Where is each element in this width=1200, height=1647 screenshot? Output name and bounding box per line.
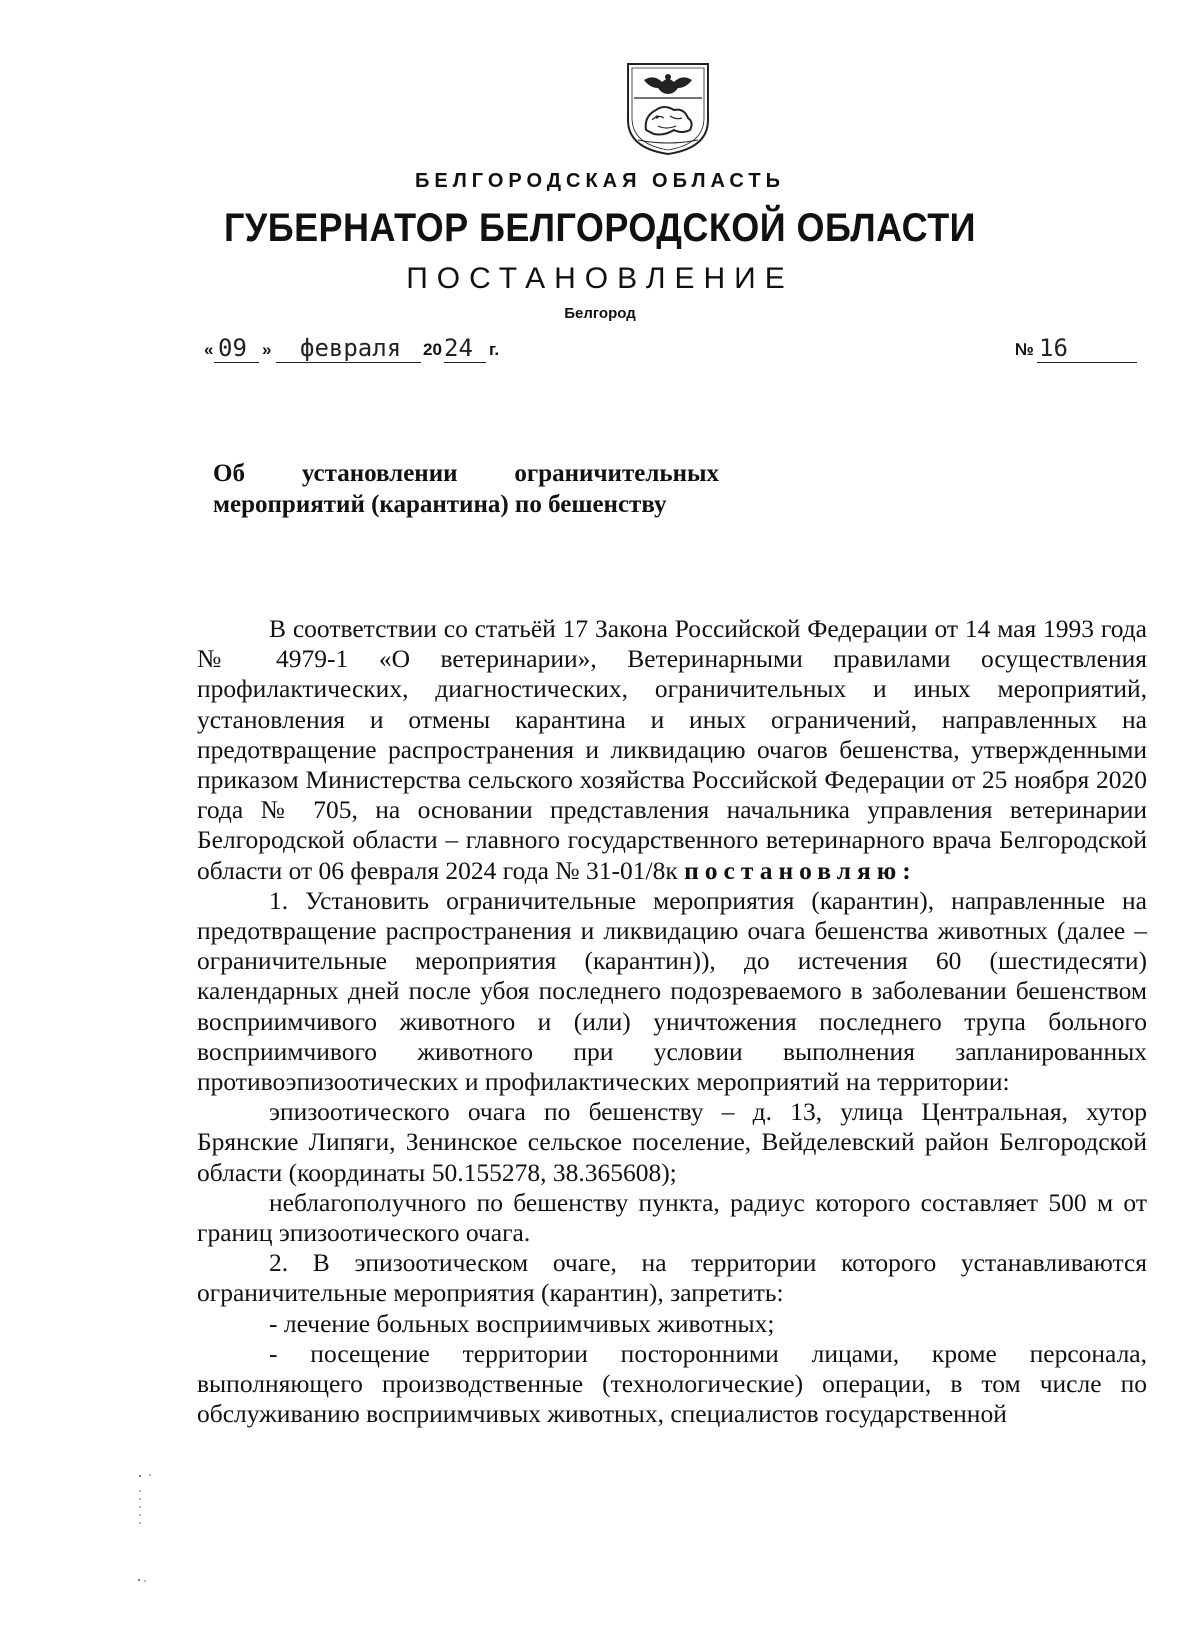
month-underline [276,362,421,363]
number-value: 16 [1039,334,1068,362]
scan-artifacts [130,1470,190,1590]
item-2-sub-a: - лечение больных восприимчивых животных; [269,1308,775,1338]
day-underline [214,362,259,363]
subject-line-2: мероприятий (карантина) по бешенству [213,491,667,518]
date-month: февраля [300,334,402,362]
item-1-sub-a: эпизоотического очага по бешенству – д. 13, улица Центральная, хутор Брянские Липяги, Зенинское сельское поселение, Вейделевский район Белгородской области (координаты 50.155278, 38.365608); [197,1097,1147,1187]
subject-word: ограничительных [514,460,719,487]
date-open-quote: « [204,340,214,359]
city-name: Белгород [564,305,636,322]
item-2-paragraph: 2. В эпизоотическом очаге, на территории которого устанавливаются ограничительные мероприятия (карантин), запретить: [197,1248,1147,1308]
date-year-prefix: 20 [423,340,442,359]
item-1-paragraph: 1. Установить ограничительные мероприятия (карантин), направленные на предотвращение распространения и ликвидацию очага бешенства животных (далее – ограничительные мероприятия (карантин)), до истечения 60 (шестидесяти) календарных дней после убоя последнего подозреваемого в заболевании бешенством восприимчивого животного и (или) уничтожения последнего трупа больного восприимчивого животного при условии выполнения запланированных противоэпизоотических и профилактических мероприятий на территории: [197,885,1147,1097]
item-2-sub-b: - посещение территории посторонними лицами, кроме персонала, выполняющего производственные (технологические) операции, в том числе по обслуживанию восприимчивых животных, специалистов государственной [197,1338,1147,1429]
document-body [197,614,1147,1429]
decree-word: постановляю: [684,855,917,885]
date-day: 09 [218,334,247,362]
item-1-sub-b: неблагополучного по бешенству пункта, радиус которого составляет 500 м от границ эпизоотического очага. [197,1187,1147,1248]
preamble-text: В соответствии со статьёй 17 Закона Российской Федерации от 14 мая 1993 года № 4979-1 «О ветеринарии», Ветеринарными правилами осуществления профилактических, диагностических, ограничительных и иных мероприятий, установления и отмены карантина и иных ограничений, направленных на предотвращение распространения и ликвидацию очагов бешенства, утвержденными приказом Министерства сельского хозяйства Российской Федерации от 25 ноября 2020 года № 705, на основании представления начальника управления ветеринарии Белгородской области – главного государственного ветеринарного врача Белгородской области от 06 февраля 2024 года № 31-01/8к [197,614,1147,885]
document-type: ПОСТАНОВЛЕНИЕ [406,262,794,295]
coat-of-arms-emblem [624,60,712,156]
date-year-abbr: г. [489,340,500,359]
number-label: № [1015,340,1034,359]
date-close-quote: » [262,340,272,359]
year-underline [444,362,486,363]
subject-word: установлении [301,460,458,487]
preamble-paragraph [197,614,1147,886]
subject-word: Об [213,460,245,487]
region-name: БЕЛГОРОДСКАЯ ОБЛАСТЬ [415,170,785,192]
number-underline [1037,362,1137,363]
governor-title: ГУБЕРНАТОР БЕЛГОРОДСКОЙ ОБЛАСТИ [224,206,976,250]
date-year-suffix: 24 [444,334,473,362]
document-subject [213,458,719,520]
